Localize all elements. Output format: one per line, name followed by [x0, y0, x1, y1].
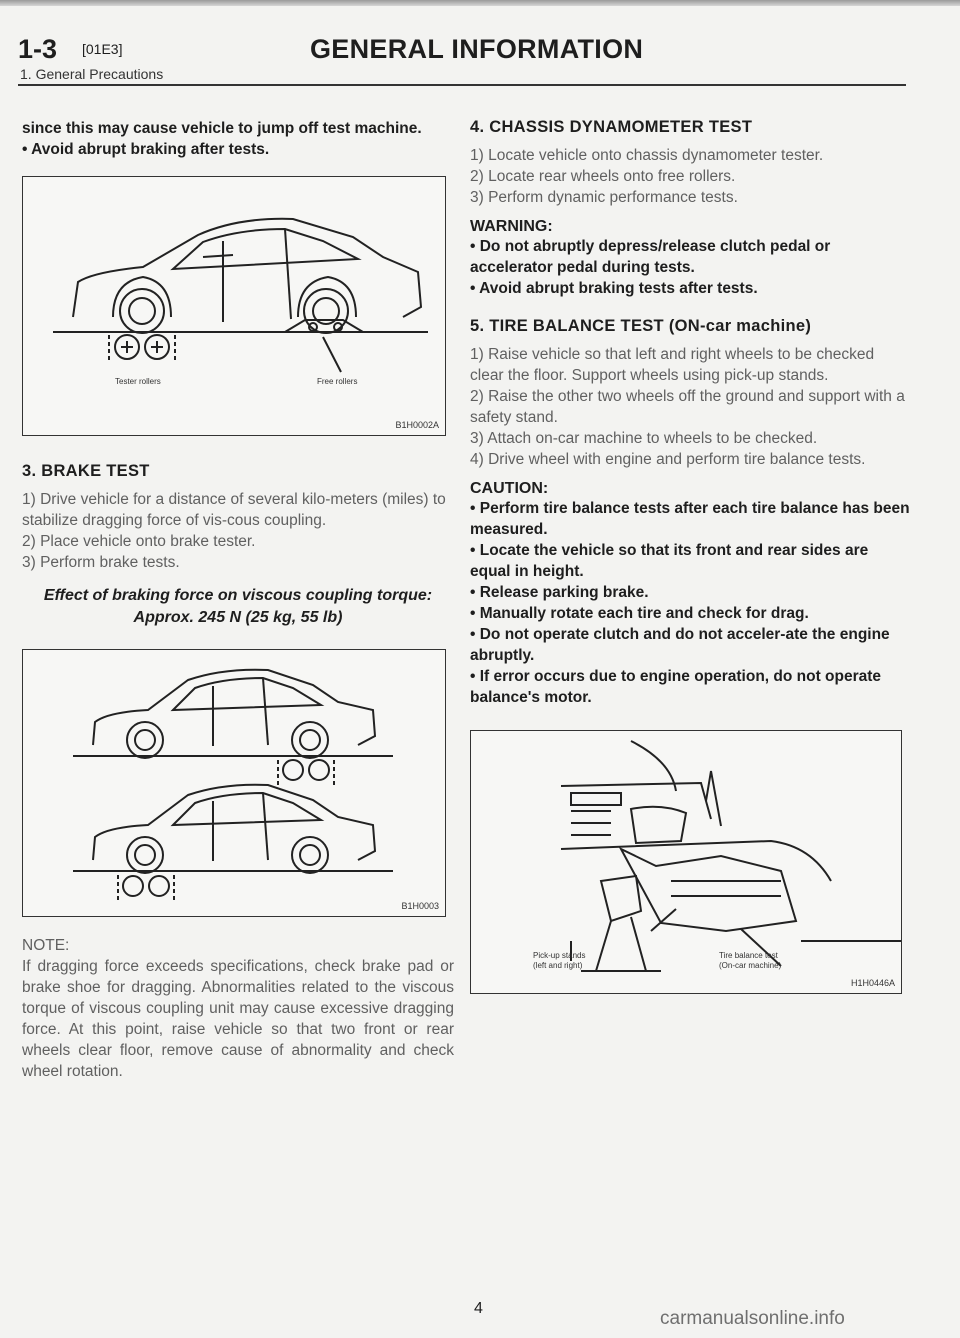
caution-label: CAUTION: — [470, 480, 549, 497]
caption-line: (left and right) — [533, 961, 583, 970]
caption-free-rollers: Free rollers — [317, 377, 358, 386]
caution-item: • Perform tire balance tests after each tire balance has been measured. — [470, 500, 910, 538]
car-on-rollers-illustration — [23, 177, 447, 437]
spec-braking-force: Effect of braking force on viscous coupling torque: Approx. 245 N (25 kg, 55 lb) — [43, 587, 433, 626]
caution-item: • If error occurs due to engine operation, do not operate balance's motor. — [470, 668, 882, 706]
top-border — [0, 0, 960, 6]
caption-line: (On-car machine) — [719, 961, 782, 970]
caution-item: • Manually rotate each tire and check for drag. — [470, 605, 809, 622]
intro-bullet: • Avoid abrupt braking after tests. — [22, 141, 270, 158]
step: 1) Locate vehicle onto chassis dynamometer tester. — [470, 147, 824, 164]
caption-tire-balance-test — [719, 951, 781, 971]
step: 3) Perform brake tests. — [22, 554, 180, 571]
warning-label: WARNING: — [470, 218, 553, 235]
page-number: 4 — [474, 1300, 483, 1317]
step: 3) Perform dynamic performance tests. — [470, 189, 738, 206]
intro-line: since this may cause vehicle to jump off test machine. — [22, 120, 422, 137]
step: 2) Raise the other two wheels off the ground and support with a safety stand. — [470, 388, 905, 426]
caption-line: Tire balance test — [719, 951, 778, 960]
section-code: [01E3] — [82, 41, 123, 57]
figure-chassis-rollers — [22, 176, 446, 436]
page-title: GENERAL INFORMATION — [310, 34, 644, 64]
section-heading-tire-balance: 5. TIRE BALANCE TEST (ON-car machine) — [470, 317, 812, 335]
caution-item: • Release parking brake. — [470, 584, 649, 601]
left-column — [22, 118, 454, 1082]
car-on-brake-tester-illustration — [23, 650, 447, 918]
figure-code: B1H0003 — [401, 901, 439, 911]
step: 4) Drive wheel with engine and perform tire balance tests. — [470, 451, 866, 468]
header-rule — [18, 84, 906, 86]
right-column — [470, 118, 910, 994]
section-heading-chassis-dynamometer: 4. CHASSIS DYNAMOMETER TEST — [470, 118, 753, 136]
step: 2) Locate rear wheels onto free rollers. — [470, 168, 736, 185]
step: 1) Drive vehicle for a distance of several kilo-meters (miles) to stabilize dragging force of vis-cous coupling. — [22, 491, 446, 529]
section-number: 1-3 — [18, 34, 58, 64]
caption-line: Pick-up stands — [533, 951, 586, 960]
page-subtitle: 1. General Precautions — [20, 66, 164, 82]
figure-tire-balance — [470, 730, 902, 994]
warning-item: • Do not abruptly depress/release clutch pedal or accelerator pedal during tests. — [470, 238, 831, 276]
caution-item: • Locate the vehicle so that its front and rear sides are equal in height. — [470, 542, 869, 580]
step: 1) Raise vehicle so that left and right wheels to be checked clear the floor. Support wheels using pick-up stands. — [470, 346, 875, 384]
note-label: NOTE: — [22, 937, 70, 954]
step: 2) Place vehicle onto brake tester. — [22, 533, 256, 550]
caption-tester-rollers: Tester rollers — [115, 377, 161, 386]
warning-item: • Avoid abrupt braking tests after tests. — [470, 280, 758, 297]
note-text: If dragging force exceeds specifications, check brake pad or brake shoe for dragging. Abnormalities related to the viscous torque of viscous coupling unit may cause excessive dragging force. At this point, raise vehicle so that two front or rear wheels clear floor, remove cause of abnormality and check wheel rotation. — [22, 958, 454, 1080]
figure-code: B1H0002A — [395, 420, 439, 430]
caption-pickup-stands — [533, 951, 585, 971]
caution-item: • Do not operate clutch and do not acceler-ate the engine abruptly. — [470, 626, 890, 664]
step: 3) Attach on-car machine to wheels to be checked. — [470, 430, 818, 447]
watermark: carmanualsonline.info — [660, 1308, 845, 1329]
figure-brake-tester — [22, 649, 446, 917]
section-heading-brake-test: 3. BRAKE TEST — [22, 462, 150, 480]
figure-code: H1H0446A — [850, 978, 895, 988]
